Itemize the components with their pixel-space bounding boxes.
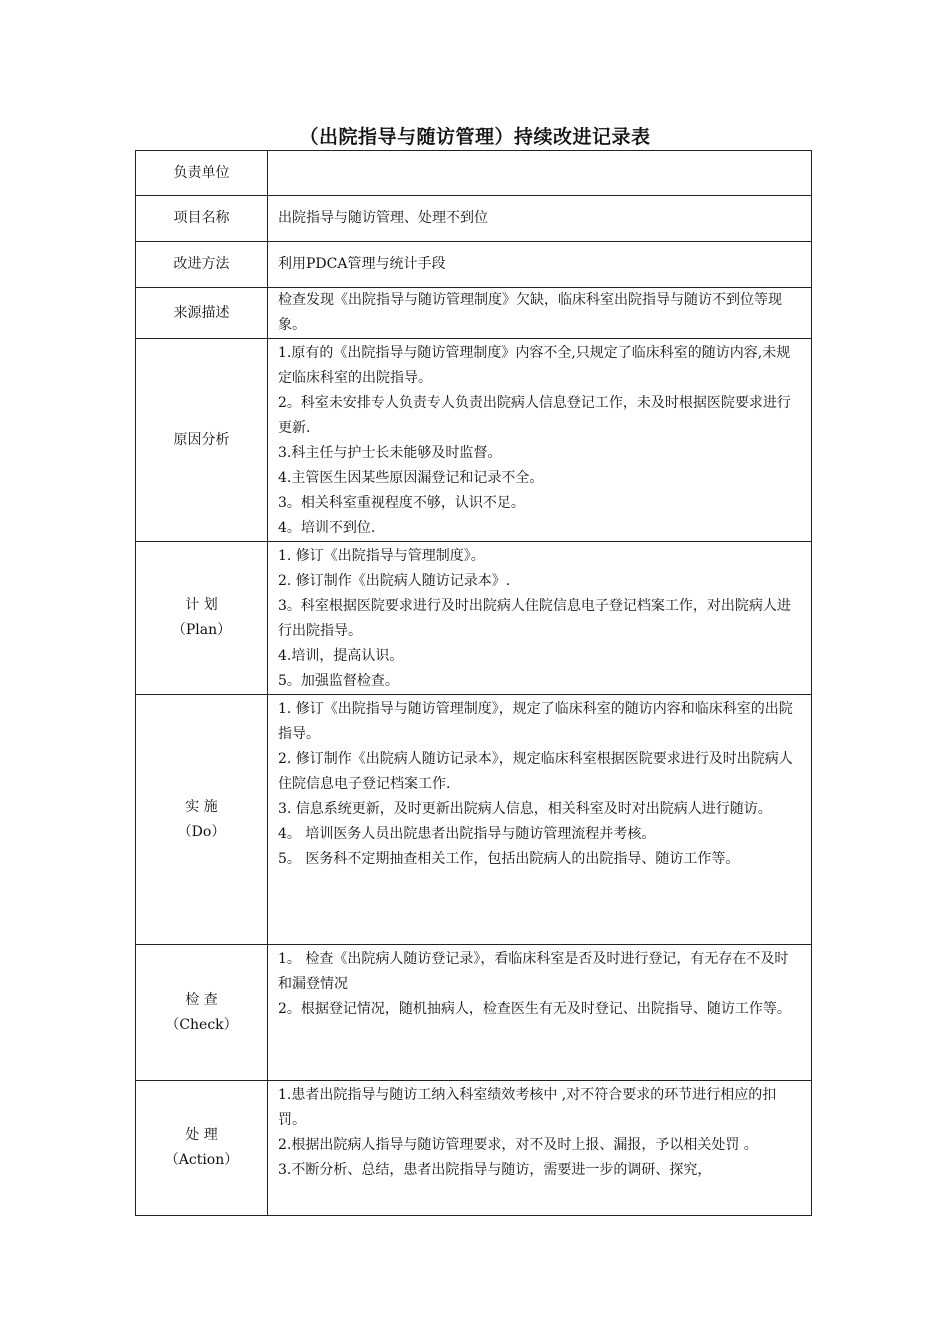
row-cause-analysis <box>136 339 812 542</box>
plan-item: 5。加强监督检查。 <box>278 673 399 689</box>
cause-item: 2。科室未安排专人负责专人负责出院病人信息登记工作，未及时根据医院要求进行更新. <box>278 395 791 436</box>
action-item: 2.根据出院病人指导与随访管理要求，对不及时上报、漏报，予以相关处罚 。 <box>278 1137 758 1153</box>
action-item: 3.不断分析、总结，患者出院指导与随访，需要进一步的调研、探究， <box>278 1162 712 1178</box>
label-plan-en: （Plan） <box>171 622 232 638</box>
row-project-name <box>136 196 812 242</box>
do-item: 5。 医务科不定期抽查相关工作，包括出院病人的出院指导、随访工作等。 <box>278 851 740 867</box>
check-list <box>268 945 812 1081</box>
do-list <box>268 695 812 945</box>
label-improvement-method: 改进方法 <box>136 242 268 288</box>
check-item: 2。根据登记情况，随机抽病人，检查医生有无及时登记、出院指导、随访工作等。 <box>278 1001 791 1017</box>
label-action: 处 理 <box>185 1127 218 1143</box>
row-improvement-method <box>136 242 812 288</box>
label-do-en: （Do） <box>177 823 226 840</box>
label-plan-cell <box>136 542 268 695</box>
label-responsible-unit: 负责单位 <box>136 151 268 196</box>
cause-item: 3。相关科室重视程度不够，认识不足。 <box>278 495 525 511</box>
plan-item: 3。科室根据医院要求进行及时出院病人住院信息电子登记档案工作，对出院病人进行出院指导。 <box>278 598 791 639</box>
do-item: 1. 修订《出院指导与随访管理制度》，规定了临床科室的随访内容和临床科室的出院指导。 <box>278 701 793 742</box>
row-check <box>136 945 812 1081</box>
plan-list <box>268 542 812 695</box>
label-project-name: 项目名称 <box>136 196 268 242</box>
improvement-record-table <box>135 150 812 1216</box>
plan-item: 4.培训，提高认识。 <box>278 648 404 664</box>
action-item: 1.患者出院指导与随访工纳入科室绩效考核中 ,对不符合要求的环节进行相应的扣罚。 <box>278 1087 777 1128</box>
document-title: （出院指导与随访管理）持续改进记录表 <box>299 126 651 148</box>
cause-item: 1.原有的《出院指导与随访管理制度》内容不全,只规定了临床科室的随访内容,未规定临床科室的出院指导。 <box>278 345 791 386</box>
label-do-cell <box>136 695 268 945</box>
cause-item: 3.科主任与护士长未能够及时监督。 <box>278 445 502 461</box>
row-source-description <box>136 288 812 339</box>
cause-item: 4.主管医生因某些原因漏登记和记录不全。 <box>278 470 544 486</box>
plan-item: 1. 修订《出院指导与管理制度》。 <box>278 548 485 564</box>
label-plan: 计 划 <box>185 597 218 613</box>
do-item: 2. 修订制作《出院病人随访记录本》，规定临床科室根据医院要求进行及时出院病人住院信息电子登记档案工作. <box>278 751 793 792</box>
label-action-en: （Action） <box>164 1152 239 1168</box>
plan-item: 2. 修订制作《出院病人随访记录本》. <box>278 573 511 589</box>
label-do: 实 施 <box>185 798 218 815</box>
value-responsible-unit <box>268 151 812 196</box>
value-project-name: 出院指导与随访管理、处理不到位 <box>268 196 812 242</box>
row-do <box>136 695 812 945</box>
value-improvement-method: 利用PDCA管理与统计手段 <box>268 242 812 288</box>
row-responsible-unit <box>136 151 812 196</box>
check-item: 1。 检查《出院病人随访登记录》，看临床科室是否及时进行登记，有无存在不及时和漏登情况 <box>278 951 789 992</box>
label-check: 检 查 <box>185 991 218 1008</box>
cause-analysis-list <box>268 339 812 542</box>
cause-item: 4。培训不到位. <box>278 520 376 536</box>
do-item: 4。 培训医务人员出院患者出院指导与随访管理流程并考核。 <box>278 826 656 842</box>
label-source-description: 来源描述 <box>136 288 268 339</box>
row-plan <box>136 542 812 695</box>
value-source-description: 检查发现《出院指导与随访管理制度》欠缺，临床科室出院指导与随访不到位等现象。 <box>268 288 812 339</box>
action-list <box>268 1081 812 1216</box>
label-action-cell <box>136 1081 268 1216</box>
row-action <box>136 1081 812 1216</box>
do-item: 3. 信息系统更新，及时更新出院病人信息，相关科室及时对出院病人进行随访。 <box>278 801 772 817</box>
label-cause-analysis: 原因分析 <box>136 339 268 542</box>
label-check-cell <box>136 945 268 1081</box>
label-check-en: （Check） <box>165 1016 238 1033</box>
